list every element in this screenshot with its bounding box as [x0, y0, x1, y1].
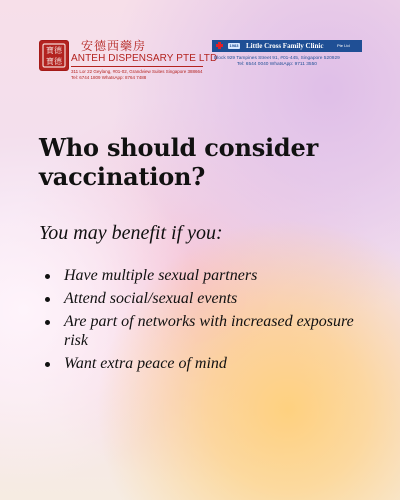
- list-item: Attend social/sexual events: [45, 289, 363, 308]
- clinic-banner: [212, 40, 362, 52]
- red-cross-icon: [216, 42, 223, 49]
- list-item: Are part of networks with increased exposure risk: [45, 312, 362, 350]
- clinic-name: Little Cross Family Clinic: [246, 42, 324, 50]
- subtitle: You may benefit if you:: [39, 222, 223, 244]
- left-logo-address: 311 Lor 22 Geylang, #01-02, Grandview Suites Singapore 388664: [71, 69, 203, 74]
- left-logo-contact: Tel: 6744 1809 WhatsApp: 8764 7488: [71, 75, 147, 80]
- clinic-address: Block 929 Tampines Street 91, #01-445, Singapore 520929: [214, 56, 340, 61]
- list-item: Want extra peace of mind: [45, 354, 363, 373]
- year-badge: 1983: [229, 43, 239, 48]
- page-title: Who should consider vaccination?: [39, 133, 319, 191]
- seal-icon: [39, 40, 69, 71]
- clinic-contact: Tel: 6544 0040 WhatsApp: 9711 3550: [237, 62, 317, 67]
- left-logo-divider: [71, 66, 203, 67]
- right-logo: [212, 40, 368, 82]
- left-logo-chinese-name: 安德西藥房: [81, 39, 147, 53]
- left-logo-english-name: ANTEH DISPENSARY PTE LTD: [71, 53, 218, 64]
- clinic-suffix: Pte Ltd: [337, 43, 350, 48]
- benefit-list: [45, 266, 363, 377]
- header: [0, 0, 400, 104]
- seal-text-top: 寶德: [46, 46, 62, 55]
- list-item: Have multiple sexual partners: [45, 266, 363, 285]
- seal-text-bottom: 寶德: [46, 57, 62, 66]
- left-logo: [39, 39, 218, 82]
